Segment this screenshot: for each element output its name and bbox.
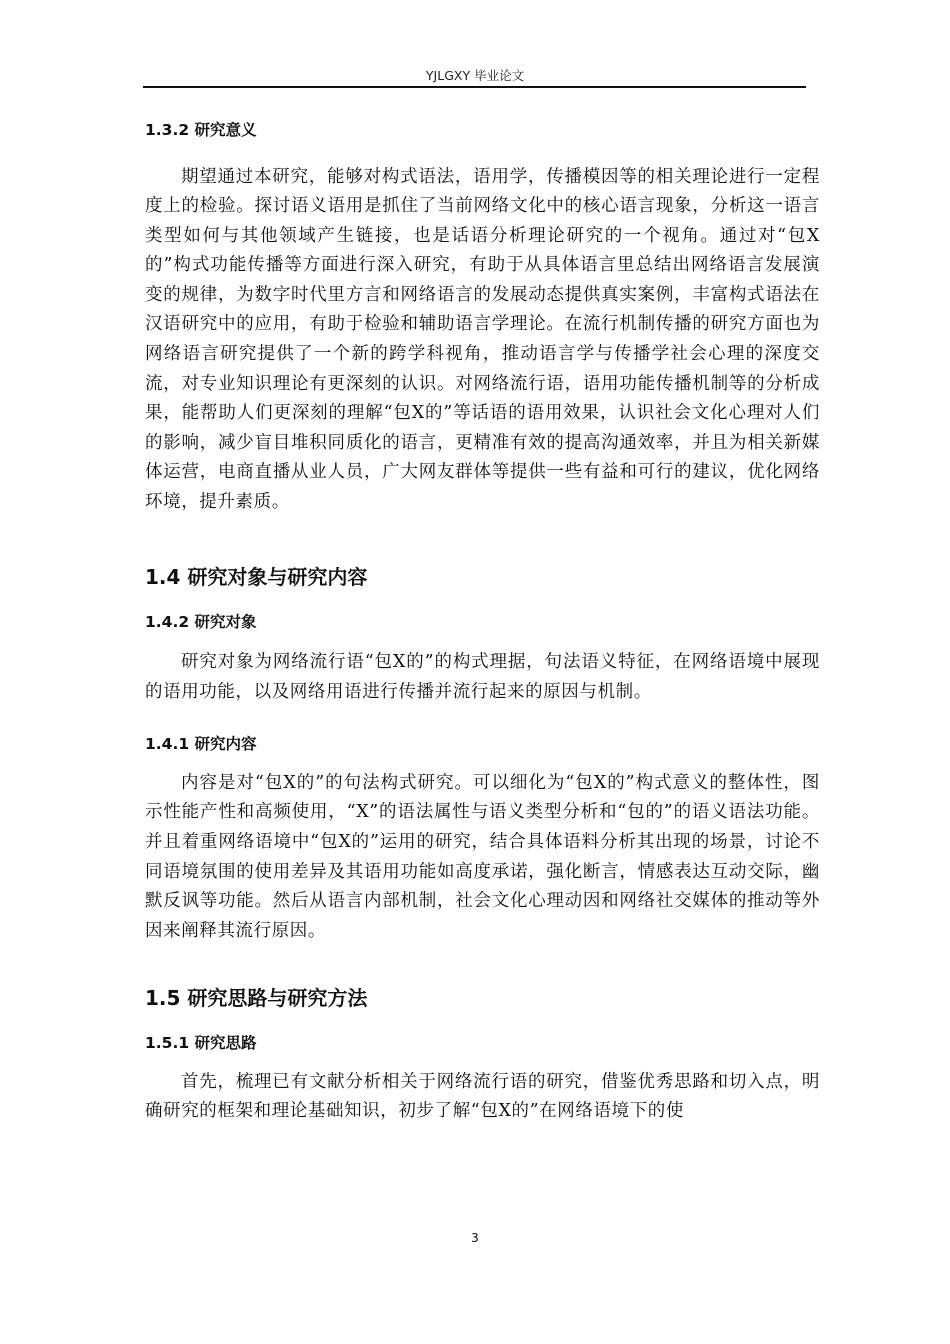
paragraph-research-content: 内容是对“包X的”的句法构式研究。可以细化为“包X的”构式意义的整体性，图示性能产性和高频使用，“X”的语法属性与语义类型分析和“包的”的语义语法功能。并且着重网络语境中“包X的”运用的研究，结合具体语料分析其出现的场景，讨论不同语境氛围的使用差异及其语用功能如高度承诺，强化断言，情感表达互动交际，幽默反讽等功能。然后从语言内部机制，社会文化心理动因和网络社交媒体的推动等外因来阐释其流行原因。	[145, 772, 820, 941]
running-header: YJLGXY 毕业论文	[425, 68, 525, 83]
paragraph-research-significance: 期望通过本研究，能够对构式语法，语用学，传播模因等的相关理论进行一定程度上的检验。探讨语义语用是抓住了当前网络文化中的核心语言现象，分析这一语言类型如何与其他领域产生链接，也是话语分析理论研究的一个视角。通过对“包X的”构式功能传播等方面进行深入研究，有助于从具体语言里总结出网络语言发展演变的规律，为数字时代里方言和网络语言的发展动态提供真实案例，丰富构式语法在汉语研究中的应用，有助于检验和辅助语言学理论。在流行机制传播的研究方面也为网络语言研究提供了一个新的跨学科视角，推动语言学与传播学社会心理的深度交流，对专业知识理论有更深刻的认识。对网络流行语，语用功能传播机制等的分析成果，能帮助人们更深刻的理解“包X的”等话语的语用效果，认识社会文化心理对人们的影响，减少盲目堆积同质化的语言，更精准有效的提高沟通效率，并且为相关新媒体运营，电商直播从业人员，广大网友群体等提供一些有益和可行的建议，优化网络环境，提升素质。	[145, 166, 820, 513]
page-number: 3	[471, 1231, 479, 1245]
page-content	[145, 100, 820, 1127]
section-heading-1-5: 1.5 研究思路与研究方法	[145, 986, 368, 1011]
section-heading-1-3-2: 1.3.2 研究意义	[145, 121, 257, 139]
section-heading-1-5-1: 1.5.1 研究思路	[145, 1034, 257, 1053]
section-heading-1-4-1: 1.4.1 研究内容	[145, 735, 257, 754]
paragraph-research-object: 研究对象为网络流行语“包X的”的构式理据，句法语义特征，在网络语境中展现的语用功能，以及网络用语进行传播并流行起来的原因与机制。	[145, 652, 820, 702]
header-divider	[143, 86, 806, 88]
section-heading-1-4: 1.4 研究对象与研究内容	[145, 564, 368, 589]
section-heading-1-4-2: 1.4.2 研究对象	[145, 612, 257, 631]
paragraph-research-approach: 首先，梳理已有文献分析相关于网络流行语的研究，借鉴优秀思路和切入点，明确研究的框架和理论基础知识，初步了解“包X的”在网络语境下的使	[145, 1071, 820, 1122]
